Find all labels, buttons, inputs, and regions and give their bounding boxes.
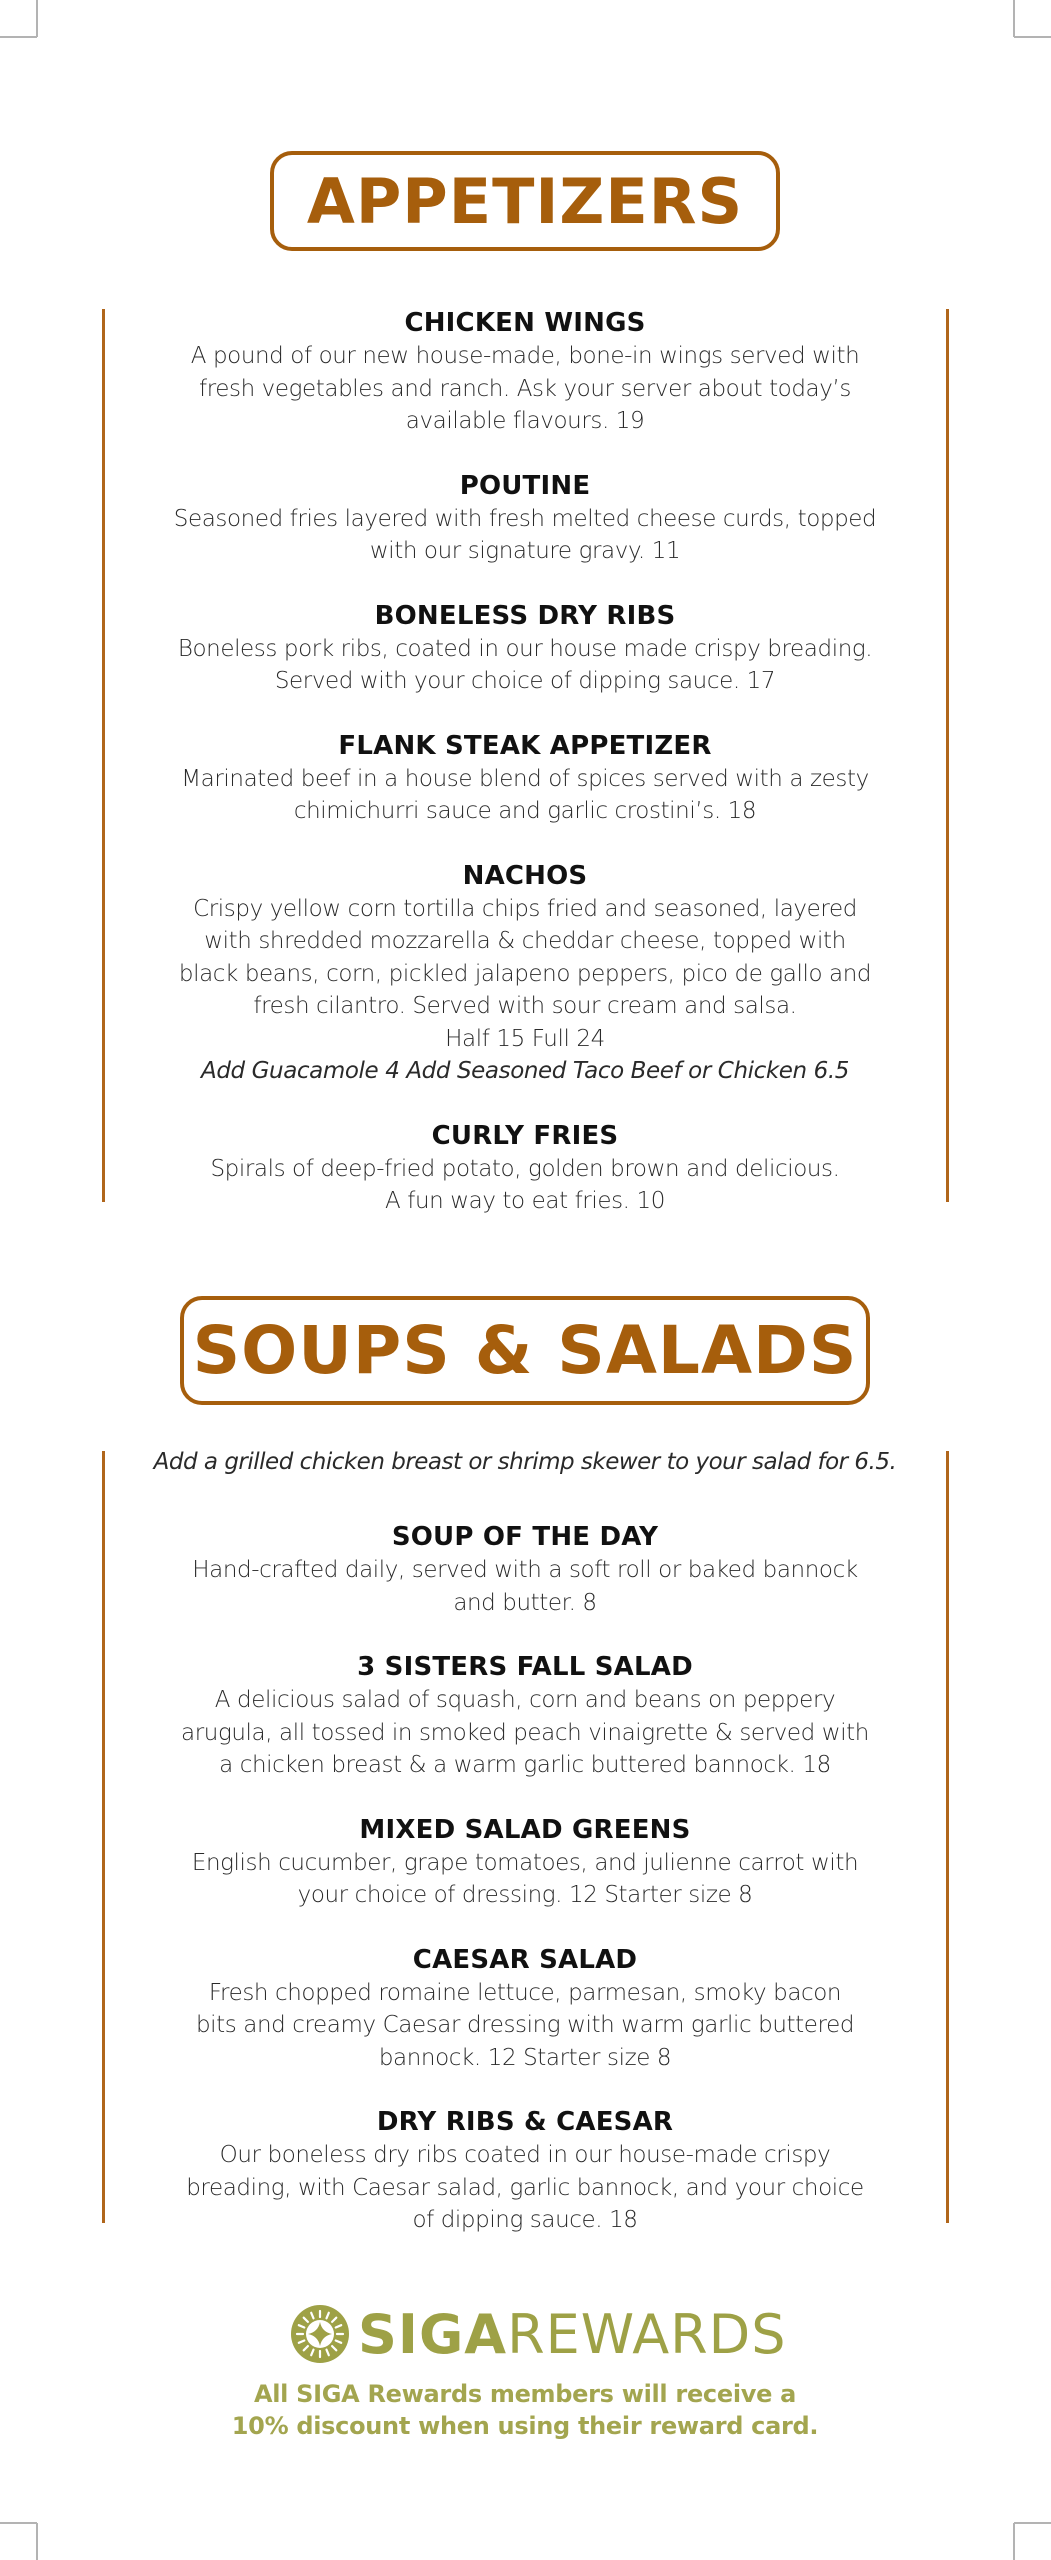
crop-mark-top-right-v <box>1013 0 1015 37</box>
item-desc: A pound of our new house-made, bone-in wings served with <box>190 343 860 369</box>
item-desc: with shredded mozzarella & cheddar cheese, topped with <box>204 928 846 954</box>
item-desc: Marinated beef in a house blend of spices served with a zesty <box>181 765 869 792</box>
menu-item <box>120 1520 930 1619</box>
item-desc: Hand-crafted daily, served with a soft roll or baked bannock <box>192 1557 858 1583</box>
siga-rewards-logo <box>290 2302 787 2366</box>
item-name: FLANK STEAK APPETIZER <box>338 730 712 761</box>
item-desc: A fun way to eat fries. 10 <box>385 1188 665 1214</box>
item-desc: Served with your choice of dipping sauce. 17 <box>274 668 776 694</box>
appetizers-right-border <box>946 309 949 1202</box>
item-desc: Seasoned fries layered with fresh melted cheese curds, topped <box>173 505 877 532</box>
item-addons: Add Guacamole 4 Add Seasoned Taco Beef or Chicken 6.5 <box>200 1058 850 1084</box>
menu-item <box>120 469 930 568</box>
item-name: NACHOS <box>462 860 588 891</box>
item-name: 3 SISTERS FALL SALAD <box>357 1652 693 1682</box>
item-name: CAESAR SALAD <box>412 1944 638 1975</box>
sun-star-icon <box>290 2304 350 2364</box>
item-desc: Our boneless dry ribs coated in our house-made crispy <box>219 2142 831 2168</box>
item-desc: English cucumber, grape tomatoes, and julienne carrot with <box>191 1849 859 1876</box>
item-desc: and butter. 8 <box>453 1589 597 1616</box>
crop-mark-top-left-h <box>0 36 37 38</box>
item-price: Half 15 Full 24 <box>445 1025 605 1052</box>
rewards-line: All SIGA Rewards members will receive a <box>253 2380 797 2408</box>
crop-mark-bottom-left-v <box>36 2523 38 2560</box>
item-desc: breading, with Caesar salad, garlic bannock, and your choice <box>186 2174 864 2201</box>
item-desc: Crispy yellow corn tortilla chips fried and seasoned, layered <box>193 895 857 922</box>
item-desc: available flavours. 19 <box>405 408 645 434</box>
item-desc: Spirals of deep-fried potato, golden brown and delicious. <box>210 1155 840 1182</box>
item-name: SOUP OF THE DAY <box>391 1522 659 1552</box>
item-desc: Boneless pork ribs, coated in our house made crispy breading. <box>177 635 873 662</box>
crop-mark-bottom-right-h <box>1014 2522 1051 2524</box>
item-desc: fresh vegetables and ranch. Ask your server about today’s <box>199 375 851 402</box>
item-name: CHICKEN WINGS <box>404 308 646 338</box>
appetizers-list <box>120 306 930 1249</box>
item-desc: A delicious salad of squash, corn and beans on peppery <box>214 1687 836 1713</box>
item-desc: a chicken breast & a warm garlic buttered bannock. 18 <box>219 1752 831 1778</box>
item-desc: bits and creamy Caesar dressing with warm garlic buttered <box>195 2012 855 2038</box>
item-desc: bannock. 12 Starter size 8 <box>378 2044 672 2071</box>
item-name: MIXED SALAD GREENS <box>359 1814 691 1845</box>
item-desc: with our signature gravy. 11 <box>369 538 681 564</box>
crop-mark-bottom-right-v <box>1013 2523 1015 2560</box>
crop-mark-top-left-v <box>36 0 38 37</box>
soups-salads-heading <box>180 1296 870 1405</box>
item-name: CURLY FRIES <box>431 1120 619 1151</box>
rewards-line: 10% discount when using their reward card. <box>231 2412 819 2440</box>
item-name: DRY RIBS & CAESAR <box>376 2107 674 2137</box>
soups-salads-title: SOUPS & SALADS <box>192 1312 858 1389</box>
item-name: POUTINE <box>459 470 591 501</box>
item-name: BONELESS DRY RIBS <box>374 600 676 631</box>
menu-item <box>120 2105 930 2237</box>
appetizers-left-border <box>102 309 105 1202</box>
crop-mark-bottom-left-h <box>0 2522 37 2524</box>
crop-mark-top-right-h <box>1014 36 1051 38</box>
menu-item <box>120 599 930 698</box>
menu-item <box>120 306 930 438</box>
brand-bold: SIGA <box>358 2302 508 2366</box>
item-desc: Fresh chopped romaine lettuce, parmesan, smoky bacon <box>208 1979 842 2006</box>
soups-left-border <box>102 1451 105 2223</box>
salad-addon-note: Add a grilled chicken breast or shrimp skewer to your salad for 6.5. <box>153 1449 897 1475</box>
item-desc: your choice of dressing. 12 Starter size 8 <box>297 1882 753 1908</box>
brand-light: REWARDS <box>507 2302 787 2366</box>
appetizers-title: APPETIZERS <box>306 164 744 238</box>
menu-item <box>120 1650 930 1782</box>
soups-right-border <box>946 1451 949 2223</box>
menu-item <box>120 1119 930 1218</box>
item-desc: chimichurri sauce and garlic crostini’s. 18 <box>293 798 757 824</box>
item-desc: of dipping sauce. 18 <box>412 2207 638 2233</box>
item-desc: arugula, all tossed in smoked peach vinaigrette & served with <box>181 1719 869 1746</box>
rewards-message <box>200 2378 850 2442</box>
appetizers-heading <box>270 151 780 251</box>
item-desc: black beans, corn, pickled jalapeno peppers, pico de gallo and <box>178 960 872 987</box>
soups-salads-list <box>120 1446 930 2268</box>
menu-item <box>120 1813 930 1912</box>
item-desc: fresh cilantro. Served with sour cream and salsa. <box>253 993 797 1019</box>
menu-item <box>120 1943 930 2075</box>
menu-item <box>120 729 930 828</box>
menu-item <box>120 859 930 1088</box>
